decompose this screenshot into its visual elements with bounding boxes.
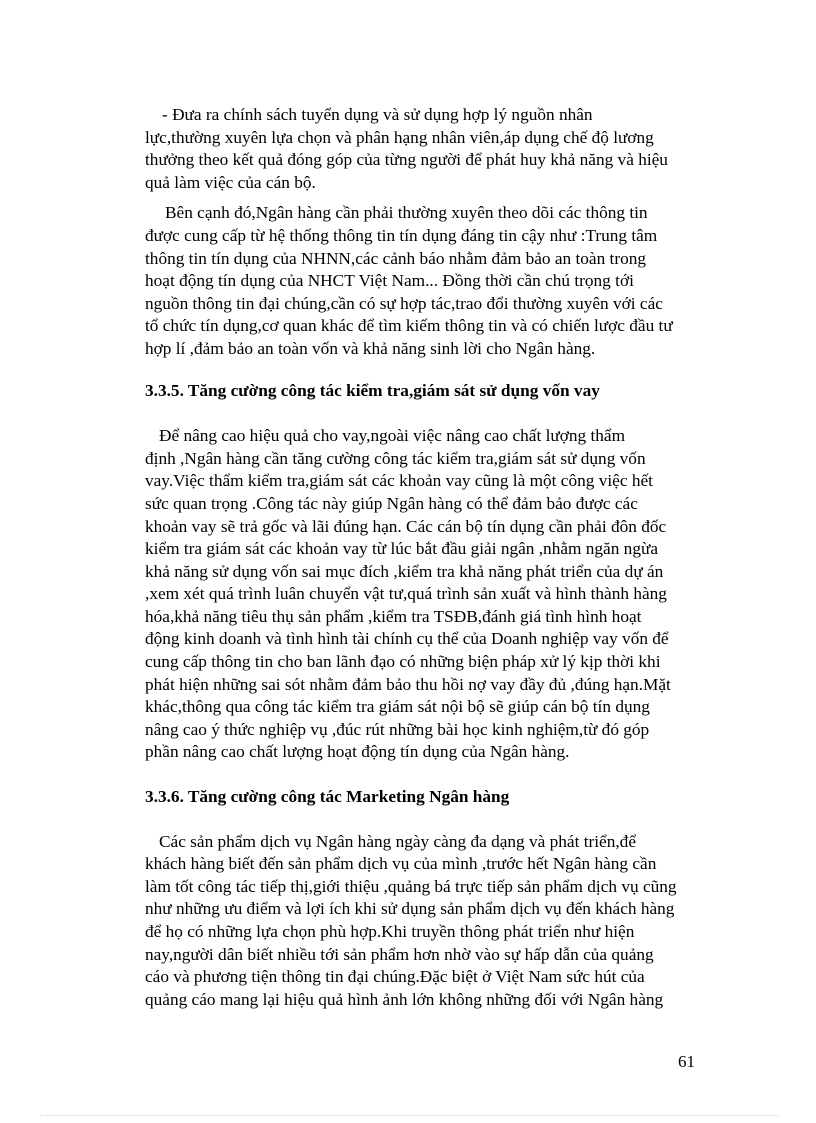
text-line: nguồn thông tin đại chúng,cần có sự hợp tác,trao đổi thường xuyên với các	[145, 293, 663, 313]
text-line: Bên cạnh đó,Ngân hàng cần phải thường xuyên theo dõi các thông tin	[165, 203, 648, 223]
paragraph-recruitment-policy	[145, 104, 705, 194]
paragraph-marketing	[145, 831, 705, 1012]
text-line: khoản vay sẽ trả gốc và lãi đúng hạn. Các cán bộ tín dụng cần phải đôn đốc	[145, 516, 667, 536]
page-number: 61	[678, 1052, 695, 1071]
document-body	[145, 104, 705, 1011]
text-line: được cung cấp từ hệ thống thông tin tín dụng đáng tin cậy như :Trung tâm	[145, 225, 658, 245]
text-line: lực,thường xuyên lựa chọn và phân hạng nhân viên,áp dụng chế độ lương	[145, 127, 654, 147]
text-line: thưởng theo kết quả đóng góp của từng người để phát huy khả năng và hiệu	[145, 150, 668, 170]
text-line: như những ưu điểm và lợi ích khi sử dụng sản phẩm dịch vụ đến khách hàng	[145, 899, 675, 919]
text-line: làm tốt công tác tiếp thị,giới thiệu ,quảng bá trực tiếp sản phẩm dịch vụ cũng	[145, 876, 677, 896]
text-line: khác,thông qua công tác kiểm tra giám sát nội bộ sẽ giúp cán bộ tín dụng	[145, 697, 650, 717]
text-line: để họ có những lựa chọn phù hợp.Khi truyền thông phát triển như hiện	[145, 922, 635, 941]
text-line: - Đưa ra chính sách tuyển dụng và sử dụng hợp lý nguồn nhân	[162, 105, 593, 124]
section-heading-3-3-5: 3.3.5. Tăng cường công tác kiểm tra,giám sát sử dụng vốn vay	[145, 380, 600, 400]
paragraph-credit-information	[145, 202, 705, 360]
paragraph-loan-monitoring	[145, 425, 705, 764]
text-line: định ,Ngân hàng cần tăng cường công tác kiểm tra,giám sát sử dụng vốn	[145, 448, 646, 468]
text-line: sức quan trọng .Công tác này giúp Ngân hàng có thể đảm bảo được các	[145, 493, 638, 513]
section-heading-3-3-6: 3.3.6. Tăng cường công tác Marketing Ngân hàng	[145, 787, 510, 807]
text-line: Để nâng cao hiệu quả cho vay,ngoài việc nâng cao chất lượng thẩm	[159, 426, 626, 446]
text-line: vay.Việc thẩm kiểm tra,giám sát các khoản vay cũng là một công việc hết	[145, 471, 653, 491]
text-line: hoạt động tín dụng của NHCT Việt Nam... Đồng thời cần chú trọng tới	[145, 271, 634, 291]
text-line: cung cấp thông tin cho ban lãnh đạo có những biện pháp xử lý kịp thời khi	[145, 652, 661, 672]
text-line: nay,người dân biết nhiều tới sản phẩm hơn nhờ vào sự hấp dẫn của quảng	[145, 944, 654, 964]
text-line: ,xem xét quá trình luân chuyển vật tư,quá trình sản xuất và hình thành hàng	[145, 584, 667, 604]
text-line: quảng cáo mang lại hiệu quả hình ảnh lớn không những đối với Ngân hàng	[145, 989, 664, 1009]
text-line: động kinh doanh và tình hình tài chính cụ thể của Doanh nghiệp vay vốn để	[145, 629, 669, 649]
text-line: khách hàng biết đến sản phẩm dịch vụ của mình ,trước hết Ngân hàng cần	[145, 854, 657, 874]
text-line: Các sản phẩm dịch vụ Ngân hàng ngày càng đa dạng và phát triển,để	[159, 831, 636, 851]
page-bottom-divider	[40, 1115, 780, 1116]
text-line: phần nâng cao chất lượng hoạt động tín dụng của Ngân hàng.	[145, 742, 570, 762]
text-line: kiểm tra giám sát các khoản vay từ lúc bắt đầu giải ngân ,nhằm ngăn ngừa	[145, 539, 659, 559]
text-line: nâng cao ý thức nghiệp vụ ,đúc rút những bài học kinh nghiệm,từ đó góp	[145, 719, 650, 739]
text-line: khả năng sử dụng vốn sai mục đích ,kiểm tra khả năng phát triển của dự án	[145, 561, 664, 581]
text-line: cáo và phương tiện thông tin đại chúng.Đặc biệt ở Việt Nam sức hút của	[145, 967, 645, 987]
text-line: thông tin tín dụng của NHNN,các cảnh báo nhằm đảm bảo an toàn trong	[145, 248, 647, 268]
text-line: phát hiện những sai sót nhằm đảm bảo thu hồi nợ vay đầy đủ ,đúng hạn.Mặt	[145, 674, 671, 694]
text-line: quả làm việc của cán bộ.	[145, 172, 316, 192]
text-line: hợp lí ,đảm bảo an toàn vốn và khả năng sinh lời cho Ngân hàng.	[145, 338, 596, 358]
text-line: tổ chức tín dụng,cơ quan khác để tìm kiếm thông tin và có chiến lược đầu tư	[145, 316, 673, 336]
text-line: hóa,khả năng tiêu thụ sản phẩm ,kiểm tra TSĐB,đánh giá tình hình hoạt	[145, 606, 642, 626]
